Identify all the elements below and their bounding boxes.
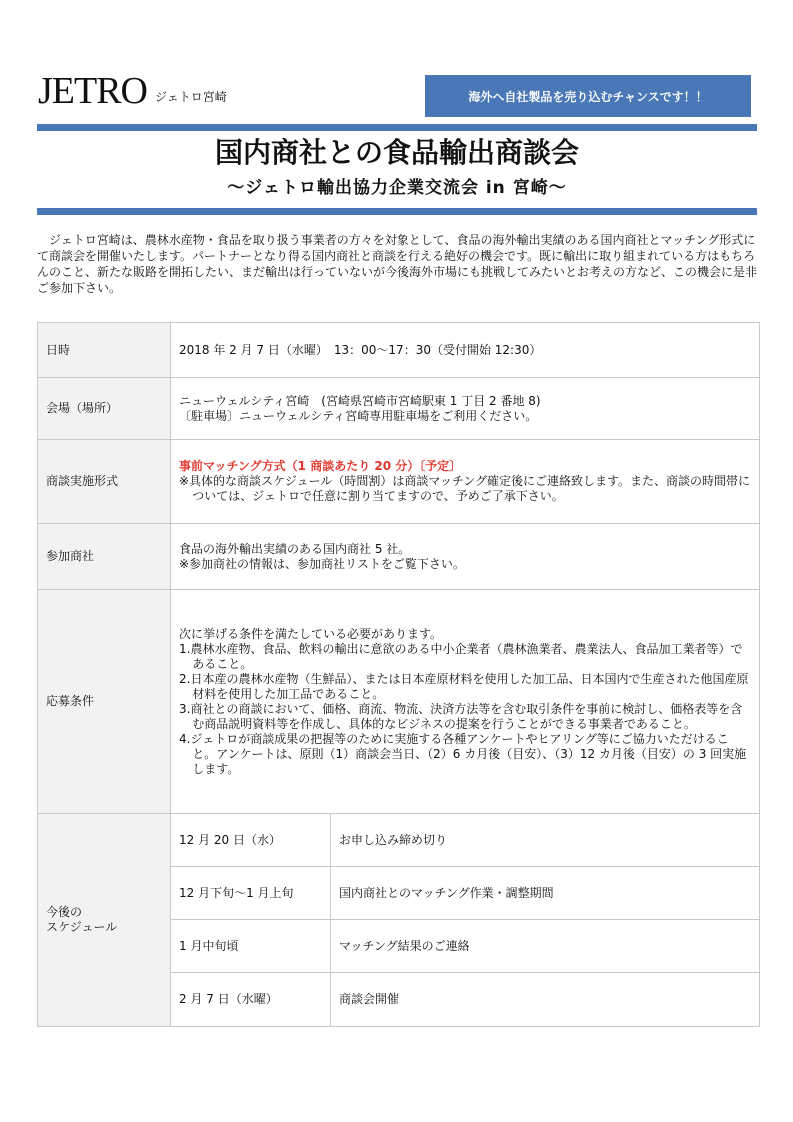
- schedule-row: [38, 814, 760, 867]
- venue-parking: 〔駐車場〕ニューウェルシティ宮崎専用駐車場をご利用ください。: [179, 408, 538, 423]
- row-companies: [38, 524, 760, 590]
- schedule-event: お申し込み締め切り: [331, 814, 760, 867]
- date-value: 2018 年 2 月 7 日（水曜） 13：00～17：30（受付開始 12:30）: [171, 323, 760, 378]
- schedule-event: マッチング結果のご連絡: [331, 920, 760, 973]
- companies-value: [171, 524, 760, 590]
- condition-item: 3.商社との商談において、価格、商流、物流、決済方法等を含む取引条件を事前に検討し、価格表等を含む商品説明資料等を作成し、具体的なビジネスの提案を行うことができる事業者であること。: [179, 701, 743, 731]
- condition-item: 2.日本産の農林水産物（生鮮品）、または日本産原材料を使用した加工品、日本国内で生産された他国産原材料を使用した加工品であること。: [179, 671, 749, 701]
- venue-address: ニューウェルシティ宮崎 (宮崎県宮崎市宮崎駅東 1 丁目 2 番地 8): [179, 393, 541, 408]
- format-label: 商談実施形式: [38, 440, 171, 524]
- schedule-date: 2 月 7 日（水曜）: [171, 973, 331, 1027]
- schedule-label-line1: 今後の: [46, 905, 83, 919]
- promo-banner: 海外へ自社製品を売り込むチャンスです！！: [425, 75, 751, 117]
- schedule-label: [38, 814, 171, 1027]
- row-date: [38, 323, 760, 378]
- companies-count: 食品の海外輸出実績のある国内商社 5 社。: [179, 541, 411, 556]
- jetro-logo: [38, 72, 227, 110]
- venue-label: 会場（場所）: [38, 378, 171, 440]
- format-value: [171, 440, 760, 524]
- companies-label: 参加商社: [38, 524, 171, 590]
- condition-item: 1.農林水産物、食品、飲料の輸出に意欲のある中小企業者（農林漁業者、農業法人、食品加工業者等）であること。: [179, 641, 743, 671]
- page-subtitle: ～ジェトロ輸出協力企業交流会 in 宮崎～: [227, 178, 567, 198]
- condition-item: 4.ジェトロが商談成果の把握等のために実施する各種アンケートやヒアリング等にご協力いただけること。アンケートは、原則（1）商談会当日、（2）6 カ月後（目安）、（3）12 カ月後（目安）の 3 回実施します。: [179, 731, 747, 776]
- venue-value: [171, 378, 760, 440]
- conditions-value: [171, 590, 760, 814]
- logo-office-name: ジェトロ宮崎: [155, 90, 227, 104]
- schedule-date: 12 月 20 日（水）: [171, 814, 331, 867]
- conditions-label: 応募条件: [38, 590, 171, 814]
- conditions-intro: 次に挙げる条件を満たしている必要があります。: [179, 626, 443, 641]
- row-format: [38, 440, 760, 524]
- event-info-table: [37, 322, 760, 1027]
- top-divider: [37, 124, 757, 131]
- row-conditions: [38, 590, 760, 814]
- schedule-date: 1 月中旬頃: [171, 920, 331, 973]
- schedule-event: 商談会開催: [331, 973, 760, 1027]
- format-note: ※具体的な商談スケジュール（時間割）は商談マッチング確定後にご連絡致します。また、商談の時間帯については、ジェトロで任意に割り当てますので、予めご了承下さい。: [179, 474, 751, 503]
- schedule-date: 12 月下旬～1 月上旬: [171, 867, 331, 920]
- date-label: 日時: [38, 323, 171, 378]
- bottom-divider: [37, 208, 757, 215]
- row-venue: [38, 378, 760, 440]
- format-highlight: 事前マッチング方式（1 商談あたり 20 分）〔予定〕: [179, 459, 462, 473]
- companies-note: ※参加商社の情報は、参加商社リストをご覧下さい。: [179, 556, 465, 571]
- schedule-label-line2: スケジュール: [46, 920, 118, 934]
- schedule-event: 国内商社とのマッチング作業・調整期間: [331, 867, 760, 920]
- page-title: 国内商社との食品輸出商談会: [214, 136, 579, 169]
- intro-paragraph: ジェトロ宮崎は、農林水産物・食品を取り扱う事業者の方々を対象として、食品の海外輸出実績のある国内商社とマッチング形式にて商談会を開催いたします。パートナーとなり得る国内商社と商談を行える絶好の機会です。既に輸出に取り組まれている方はもちろんのこと、新たな販路を開拓したい、まだ輸出は行っていないが今後海外市場にも挑戦してみたいとお考えの方など、この機会に是非ご参加下さい。: [37, 233, 758, 295]
- logo-wordmark: JETRO: [38, 70, 147, 112]
